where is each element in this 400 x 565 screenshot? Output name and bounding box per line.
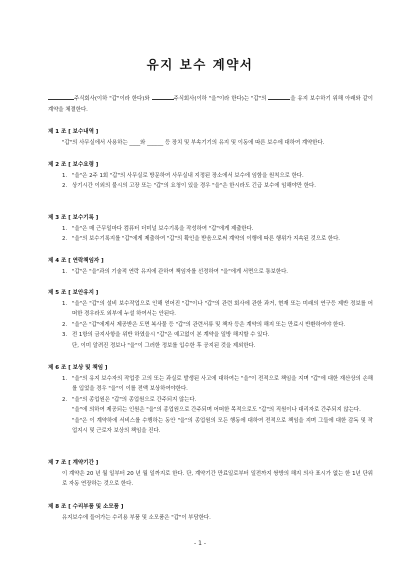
item-number: 1. bbox=[62, 300, 68, 307]
article-title: 제 3 조 [ 보수기록 ] bbox=[48, 215, 99, 221]
article-title: 제 2 조 [ 보수요령 ] bbox=[48, 162, 99, 168]
item-number: 1. bbox=[62, 268, 68, 275]
list-item bbox=[48, 267, 373, 278]
item-text: "갑"은 "을"과의 기술적 연락 유지에 관하여 책임자를 선정하여 "을"에게 서면으로 통보한다. bbox=[72, 268, 288, 275]
list-item bbox=[48, 320, 373, 331]
article-5 bbox=[48, 288, 373, 351]
article-6 bbox=[48, 363, 373, 437]
item-number: 2. bbox=[62, 396, 68, 403]
item-text: 상기시간 이외의 불시의 고장 또는 "갑"의 요청이 있을 경우 "을"은 한시라도 긴급 보수에 임해야만 한다. bbox=[72, 183, 316, 189]
item-text: "을"은 매 근무일마다 컴퓨터 더미널 보수기록을 작성하여 "갑"에게 제출한다. bbox=[72, 225, 254, 232]
item-text: "을"의 보수기록지를 "갑"에게 제출하여 "갑"의 확인을 받음으로써 계약의 이행에 따른 행위가 지속된 것으로 한다. bbox=[72, 236, 340, 242]
list-item bbox=[48, 171, 373, 182]
sub-note: "을"에 의하여 제공되는 인원은 "을"의 종업원으로 간주되며 어떠한 목적으로도 "갑"의 직원이나 대리자로 간주되지 않는다. bbox=[72, 407, 361, 413]
article-title: 제 8 조 [ 수리부품 및 소모품 ] bbox=[48, 504, 124, 510]
item-number: 2. bbox=[62, 236, 68, 242]
article-title: 제 5 조 [ 보안유지 ] bbox=[48, 290, 99, 296]
item-number: 2. bbox=[62, 321, 68, 328]
list-item bbox=[48, 181, 373, 192]
blank-party-b bbox=[152, 93, 174, 100]
article-8 bbox=[48, 502, 373, 523]
list-item bbox=[48, 234, 373, 245]
item-text: "을"의 유지 보수자의 작업중 고의 또는 과실로 발생된 사고에 대하여는 "을"이 전적으로 책임을 지며 "갑"에 대한 재산상의 손해를 입었을 경우 "을"이 이를 전액 보상하여야한다. bbox=[72, 375, 373, 392]
article-body: 유지보수에 들어가는 수리용 부품 및 소모품은 "갑"이 부담한다. bbox=[62, 514, 211, 521]
item-number: 1. bbox=[62, 375, 68, 382]
item-number: 1. bbox=[62, 225, 68, 232]
article-title: 제 6 조 [ 보상 및 책임 ] bbox=[48, 365, 108, 371]
article-title: 제 1 조 [ 보수내역 ] bbox=[48, 129, 99, 135]
article-7 bbox=[48, 458, 373, 490]
list-item bbox=[48, 224, 373, 235]
article-title: 제 4 조 [ 연락책임자 ] bbox=[48, 258, 104, 264]
article-3 bbox=[48, 213, 373, 245]
blank-party-a bbox=[48, 93, 74, 100]
item-number: 3. bbox=[62, 332, 68, 338]
intro-seg2: 주식회사(이하 "을"이라 한다)는 "갑"의 bbox=[173, 96, 267, 102]
document-title: 유지 보수 계약서 bbox=[146, 57, 254, 72]
article-4 bbox=[48, 256, 373, 277]
item-text: "을"은 "갑"의 설비 보수작업으로 인해 얻어진 "갑"이나 "갑"의 관련 회사에 관한 과거, 현재 또는 미래의 연구등 제반 정보를 어떠한 경우라도 외부에 누설 하여서는 안된다. bbox=[72, 300, 373, 317]
page-number: - 1 - bbox=[194, 540, 206, 547]
blank-equipment bbox=[268, 93, 290, 100]
intro-paragraph bbox=[48, 93, 373, 115]
article-body: "갑"의 사무실에서 사용하는 ____와 ______ 등 장치 및 부속기기의 유지 및 이동에 따른 보수에 대하여 계약한다. bbox=[62, 139, 325, 146]
article-title: 제 7 조 [ 계약기간 ] bbox=[48, 460, 99, 466]
item-text: "을"은 2주 1회 "갑"의 사무실로 방문하여 사무실내 지정된 장소에서 보수에 임함을 원칙으로 한다. bbox=[72, 172, 304, 179]
item-number: 1. bbox=[62, 172, 68, 179]
list-item bbox=[48, 395, 373, 406]
article-body: 이 계약은 20 년 월 일부터 20 년 월 일까지로 한다. 단, 계약기간 만료일로부터 일전까지 쌍방의 해지 의사 표시가 없는 한 1년 단위로 자동 연장하는 것으로 한다. bbox=[62, 470, 373, 487]
sub-note: 단, 이미 알려진 정보나 "을"이 그러한 정보를 입수한 후 공지된 것을 제외한다. bbox=[72, 342, 256, 349]
item-text: 전 1항의 금지사항을 위반 하였을시 "갑"은 예고없이 본 계약을 일방 해지할 수 있다. bbox=[72, 332, 270, 338]
list-item bbox=[48, 330, 373, 341]
sub-note: "을"은 이 계약하에 서비스를 수행하는 동안 "을"의 종업원의 모든 행동에 대하여 전적으로 책임을 지며 그들에 대한 감독 및 작업지시 및 근로자 보상의 책임을 진다. bbox=[72, 417, 373, 434]
list-item bbox=[48, 374, 373, 395]
list-item bbox=[48, 299, 373, 320]
article-2 bbox=[48, 160, 373, 192]
item-text: "을"의 종업원은 "갑"의 종업원으로 간주되지 않는다. bbox=[72, 396, 197, 403]
item-number: 2. bbox=[62, 183, 68, 189]
item-text: "을"은 "갑"에게서 제공받은 도면 복사물 등 "갑"의 관련서류 및 책자 등은 계약의 해지 또는 만료시 반환하여야 한다. bbox=[72, 321, 346, 328]
intro-seg1: 주식회사(이하 "갑"이라 한다)와 bbox=[74, 96, 150, 102]
intro-seg3: 을 유지 보수하기 위해 아래와 같이 계약을 체결한다. bbox=[48, 96, 373, 113]
article-1 bbox=[48, 127, 373, 148]
